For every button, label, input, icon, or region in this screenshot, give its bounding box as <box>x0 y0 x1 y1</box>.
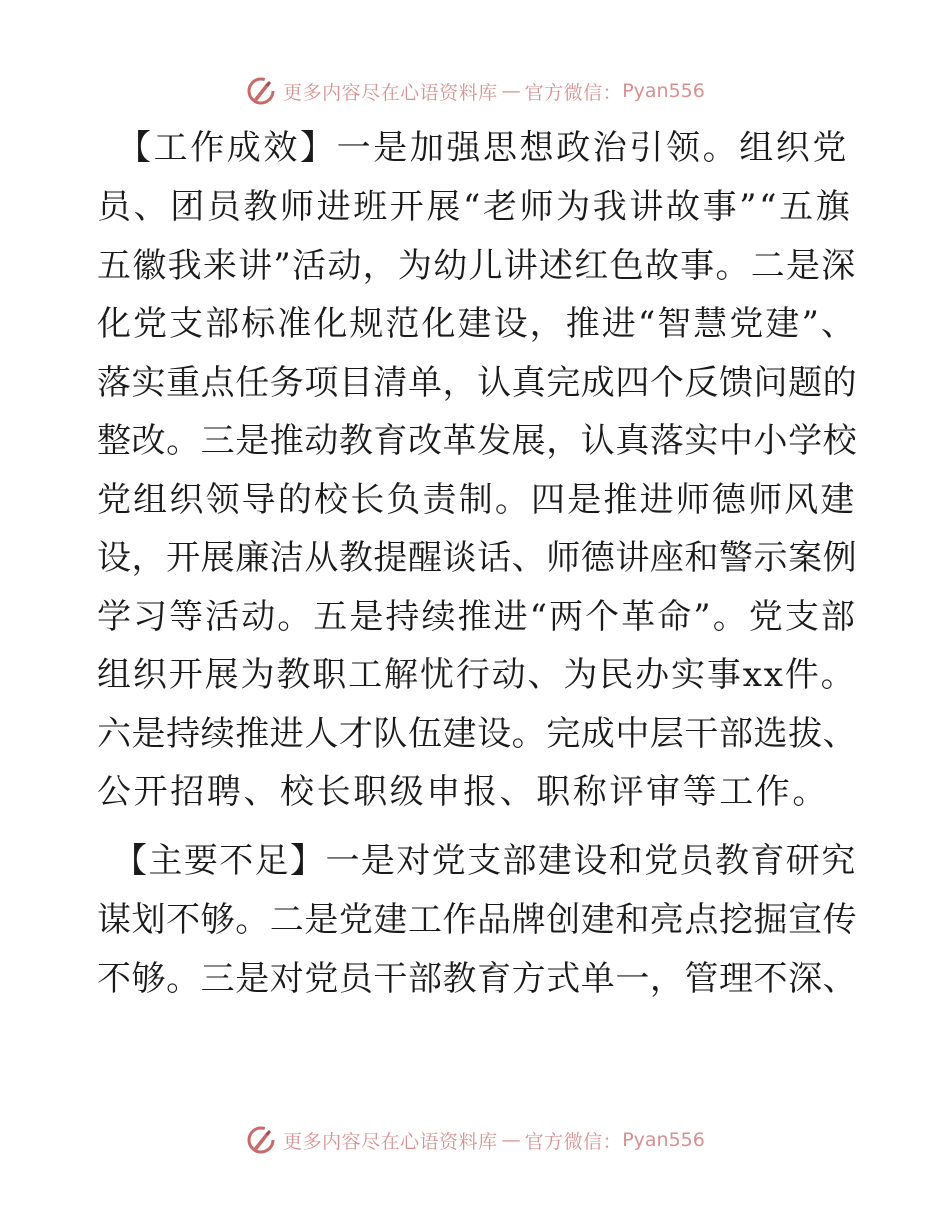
text-line: 六是持续推进人才队伍建设。完成中层干部选拔、 <box>97 714 858 754</box>
brush-seal-icon <box>245 75 277 107</box>
text-line: 谋划不够。二是党建工作品牌创建和亮点挖掘宣传 <box>97 900 858 940</box>
watermark-header <box>0 71 950 111</box>
text-line: 【主要不足】一是对党支部建设和党员教育研究 <box>113 841 857 881</box>
text-line: 学习等活动。五是持续推进“两个革命”。党支部 <box>97 597 857 637</box>
text-line: 【工作成效】一是加强思想政治引领。组织党 <box>117 128 849 168</box>
watermark-label: 官方微信： <box>524 1130 623 1153</box>
watermark-wechat-id: Pyan556 <box>622 80 705 102</box>
text-line: 不够。三是对党员干部教育方式单一，管理不深、 <box>97 959 858 999</box>
watermark-label: 官方微信： <box>524 81 623 104</box>
text-line: 五徽我来讲”活动，为幼儿讲述红色故事。二是深 <box>97 246 857 286</box>
watermark-main-text: 更多内容尽在心语资料库 <box>283 1130 498 1153</box>
text-line: 组织开展为教职工解忧行动、为民办实事xx件。 <box>97 655 857 695</box>
text-line: 公开招聘、校长职级申报、职称评审等工作。 <box>97 772 829 812</box>
watermark-wechat-id: Pyan556 <box>622 1129 705 1151</box>
text-line: 整改。三是推动教育改革发展，认真落实中小学校 <box>97 421 858 461</box>
watermark-dash: — <box>501 1129 521 1151</box>
text-line: 落实重点任务项目清单，认真完成四个反馈问题的 <box>97 363 858 403</box>
text-line: 设，开展廉洁从教提醒谈话、师德讲座和警示案例 <box>97 538 858 578</box>
watermark-main-text: 更多内容尽在心语资料库 <box>283 81 498 104</box>
text-line: 员、团员教师进班开展“老师为我讲故事”“五旗 <box>97 187 853 227</box>
watermark-footer <box>0 1120 950 1160</box>
watermark-dash: — <box>501 80 521 102</box>
brush-seal-icon <box>245 1124 277 1156</box>
text-line: 党组织领导的校长负责制。四是推进师德师风建 <box>97 480 857 520</box>
text-line: 化党支部标准化规范化建设，推进“智慧党建”、 <box>97 304 857 344</box>
